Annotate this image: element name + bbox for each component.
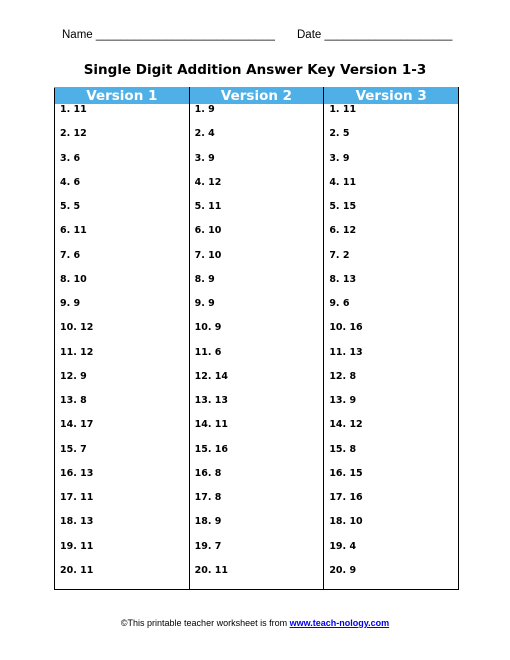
answer-item: 5. 15: [329, 201, 357, 212]
answer-item: 12. 8: [329, 370, 357, 382]
answer-item: 10. 12: [60, 322, 94, 334]
answer-item: 3. 6: [60, 152, 81, 164]
answer-item: 2. 12: [60, 128, 87, 140]
answer-item: 16. 15: [329, 467, 363, 479]
answer-item: 16. 8: [194, 467, 222, 479]
version-3-answers: [324, 104, 459, 590]
answer-item: 13. 9: [329, 395, 357, 406]
answer-item: 1. 11: [60, 104, 87, 115]
answer-item: 6. 12: [329, 225, 357, 237]
answer-item: 5. 11: [194, 201, 222, 212]
answer-item: 15. 16: [194, 443, 229, 455]
answer-item: 12. 14: [194, 370, 229, 382]
answer-item: 17. 11: [60, 492, 94, 503]
date-field: Date ____________________: [297, 29, 453, 41]
answer-item: 4. 6: [60, 176, 81, 188]
answer-item: 6. 10: [194, 225, 222, 237]
answer-item: 19. 4: [329, 540, 357, 552]
answer-item: 20. 9: [329, 564, 357, 576]
version-1-answers: [55, 104, 190, 590]
answer-item: 5. 5: [60, 201, 81, 212]
answer-item: 4. 12: [194, 176, 222, 188]
answer-item: 14. 17: [60, 419, 94, 431]
name-field: Name ____________________________: [62, 29, 275, 41]
answer-item: 3. 9: [194, 152, 215, 164]
answer-item: 1. 11: [329, 104, 357, 115]
footer: [0, 618, 510, 628]
answer-item: 12. 9: [60, 370, 87, 382]
answer-item: 20. 11: [194, 564, 229, 576]
name-date-line: [62, 29, 462, 41]
answer-item: 9. 9: [194, 298, 215, 309]
answer-item: 8. 10: [60, 273, 87, 285]
page-title: Single Digit Addition Answer Key Version 1-3: [83, 62, 427, 78]
answer-item: 4. 11: [329, 176, 357, 188]
answer-item: 7. 2: [329, 249, 350, 261]
answer-item: 19. 11: [60, 540, 94, 552]
footer-text: ©This printable teacher worksheet is from: [120, 618, 290, 628]
answer-item: 17. 16: [329, 492, 363, 503]
version-3-header: Version 3: [324, 88, 459, 105]
answer-item: 2. 4: [194, 128, 215, 140]
answer-item: 6. 11: [60, 225, 87, 237]
answer-item: 2. 5: [329, 128, 350, 140]
answer-item: 8. 9: [194, 273, 215, 285]
version-1-header: Version 1: [55, 88, 190, 105]
answer-item: 11. 12: [60, 346, 94, 358]
answer-item: 11. 13: [329, 346, 363, 358]
answer-item: 20. 11: [60, 564, 94, 576]
answer-item: 9. 9: [60, 298, 81, 309]
answer-item: 18. 10: [329, 516, 363, 528]
answer-item: 17. 8: [194, 492, 222, 503]
answer-item: 10. 16: [329, 322, 363, 334]
answer-item: 11. 6: [194, 346, 222, 358]
answer-item: 7. 6: [60, 249, 81, 261]
answer-item: 10. 9: [194, 322, 222, 334]
answer-item: 18. 9: [194, 516, 222, 528]
answer-key-table: [54, 87, 459, 590]
answer-item: 13. 8: [60, 395, 87, 406]
table-header-row: [55, 88, 459, 105]
answer-item: 14. 11: [194, 419, 229, 431]
answer-item: 18. 13: [60, 516, 94, 528]
answer-item: 7. 10: [194, 249, 222, 261]
answer-item: 9. 6: [329, 298, 350, 309]
answer-item: 14. 12: [329, 419, 363, 431]
answer-item: 3. 9: [329, 152, 350, 164]
version-2-answers: [189, 104, 324, 590]
answer-item: 15. 7: [60, 443, 87, 455]
answer-item: 19. 7: [194, 540, 222, 552]
answers-row: [55, 104, 459, 590]
answer-item: 15. 8: [329, 443, 357, 455]
version-2-header: Version 2: [189, 88, 324, 105]
footer-link[interactable]: www.teach-nology.com: [289, 618, 390, 628]
answer-item: 16. 13: [60, 467, 94, 479]
answer-item: 8. 13: [329, 273, 357, 285]
answer-item: 13. 13: [194, 395, 229, 406]
answer-item: 1. 9: [194, 104, 215, 115]
